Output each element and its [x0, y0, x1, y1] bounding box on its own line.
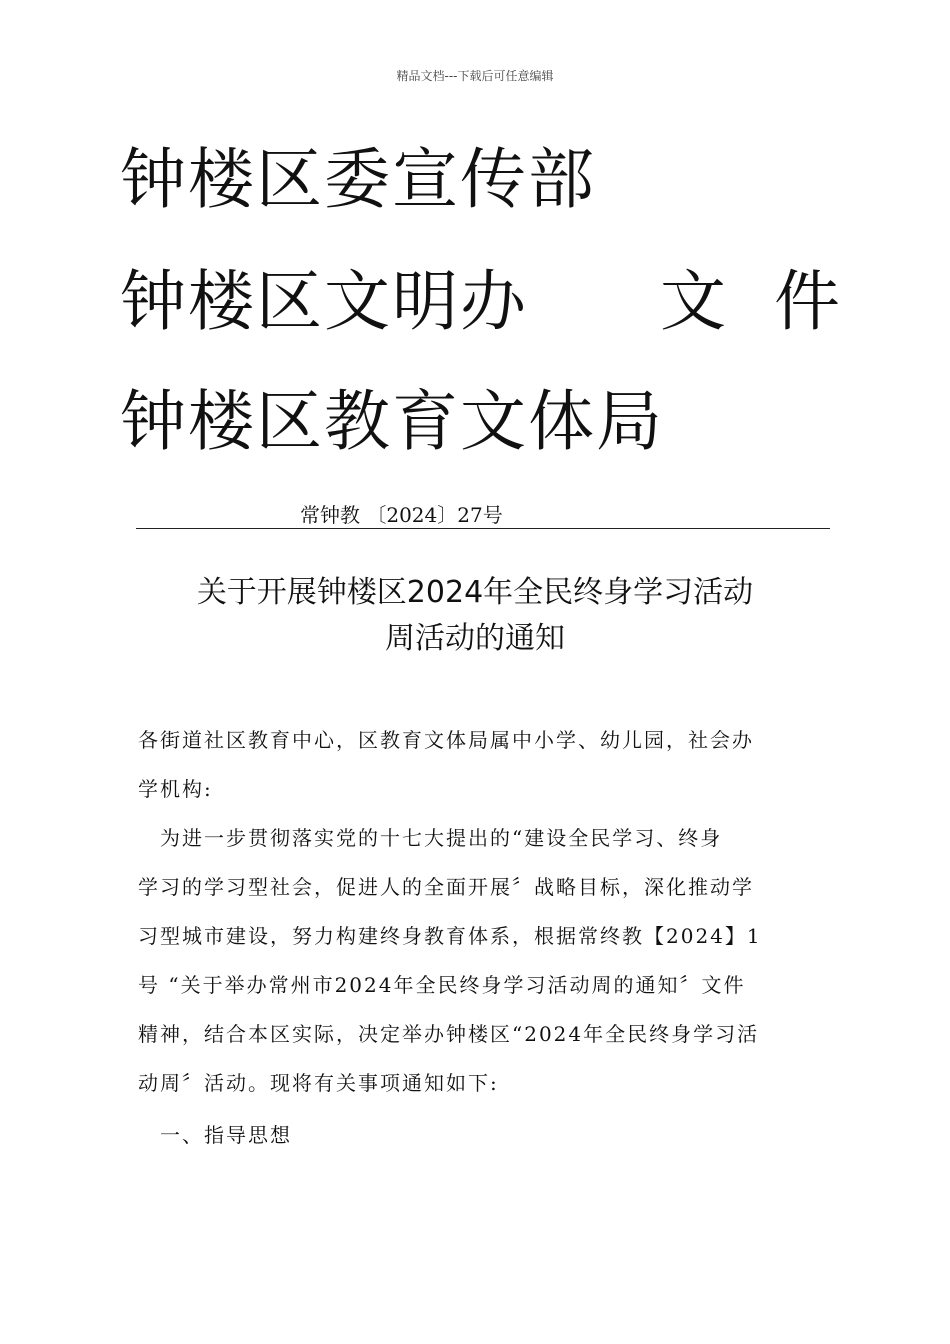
body-line-7: 精神，结合本区实际，决定举办钟楼区“2024年全民终身学习活	[138, 1022, 760, 1046]
body-line-5: 习型城市建设，努力构建终身教育体系，根据常终教【2024】1	[138, 924, 762, 948]
issuer-education-bureau: 钟楼区教育文体局	[120, 383, 664, 460]
notice-title	[120, 570, 830, 662]
body-line-3: 为进一步贯彻落实党的十七大提出的“建设全民学习、终身	[138, 826, 723, 850]
notice-title-line-2: 周活动的通知	[385, 621, 565, 656]
body-line-8: 动周〞活动。现将有关事项通知如下:	[138, 1071, 499, 1095]
issuer-civilization-office: 钟楼区文明办	[120, 263, 528, 340]
body-line-6: 号 “关于举办常州市2024年全民终身学习活动周的通知〞文件	[138, 973, 746, 997]
notice-title-line-1: 关于开展钟楼区2024年全民终身学习活动	[196, 575, 754, 610]
document-word: 文件	[660, 263, 888, 340]
body-line-4: 学习的学习型社会，促进人的全面开展〞战略目标，深化推动学	[138, 875, 754, 899]
issuer-propaganda-dept: 钟楼区委宣传部	[120, 141, 596, 218]
body-line-2: 学机构:	[138, 777, 213, 801]
header-watermark: 精品文档---下载后可任意编辑	[396, 69, 554, 83]
body-line-1: 各街道社区教育中心，区教育文体局属中小学、幼儿园，社会办	[138, 728, 754, 752]
section-heading-guiding-ideology: 一、指导思想	[138, 1123, 292, 1147]
header-divider	[136, 528, 830, 529]
document-number: 常钟教 〔2024〕27号	[300, 503, 503, 527]
